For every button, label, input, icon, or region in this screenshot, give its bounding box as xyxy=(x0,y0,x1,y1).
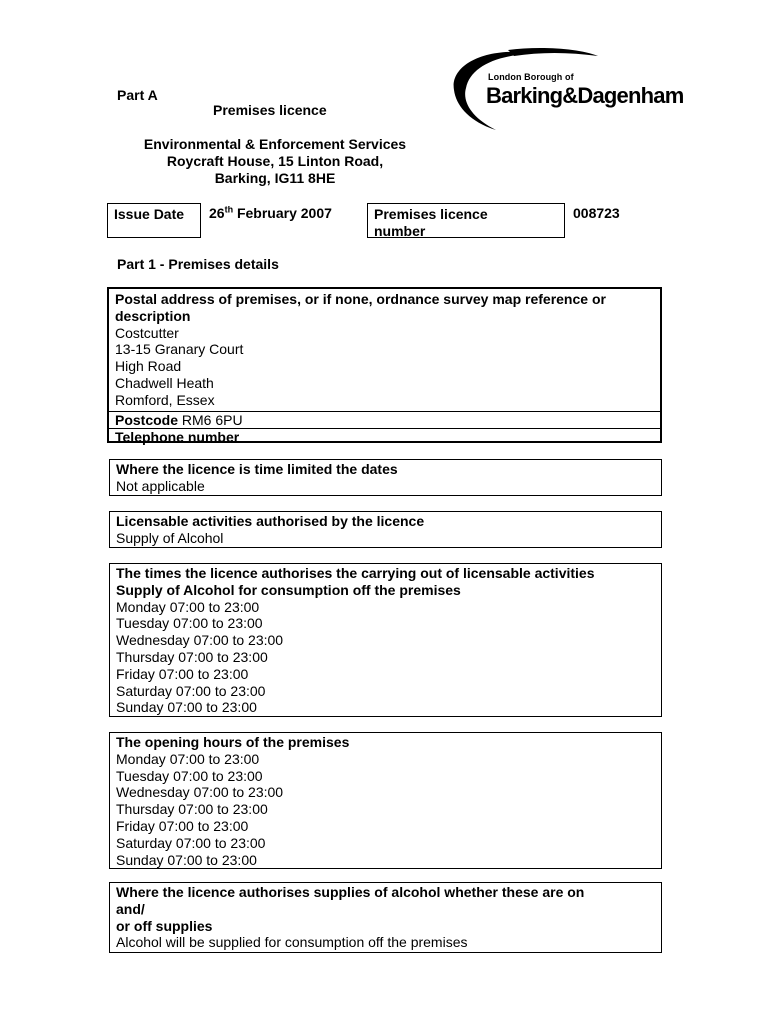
premises-address-line: Chadwell Heath xyxy=(115,374,214,391)
issue-date-rest: February 2007 xyxy=(233,205,332,221)
issue-date-label-text: Issue Date xyxy=(114,206,185,222)
logo-small-text: London Borough of xyxy=(488,72,574,82)
issuer-address xyxy=(100,136,450,186)
opening-row: Friday 07:00 to 23:00 xyxy=(116,817,249,834)
times-row: Wednesday 07:00 to 23:00 xyxy=(116,632,284,649)
premises-address-line: 13-15 Granary Court xyxy=(115,341,244,358)
issue-date-label xyxy=(107,203,201,238)
supplies-heading-line-2: and/ xyxy=(116,900,145,917)
licence-number-text: 008723 xyxy=(573,205,620,221)
supplies-heading-line-3: or off supplies xyxy=(116,917,213,934)
department-name: Environmental & Enforcement Services xyxy=(143,136,407,152)
times-row: Friday 07:00 to 23:00 xyxy=(116,665,249,682)
premises-address-line: High Road xyxy=(115,358,182,375)
licensable-activities-box xyxy=(109,511,662,548)
premises-address-line: Costcutter xyxy=(115,324,179,341)
opening-hours-box xyxy=(109,732,662,869)
times-row: Tuesday 07:00 to 23:00 xyxy=(116,615,263,632)
time-limited-box xyxy=(109,459,662,496)
licence-number-label xyxy=(367,203,565,238)
telephone-label: Telephone number xyxy=(115,429,240,446)
times-row: Thursday 07:00 to 23:00 xyxy=(116,648,268,665)
opening-row: Thursday 07:00 to 23:00 xyxy=(116,801,268,818)
issue-date-suffix: th xyxy=(224,204,234,215)
postcode-row xyxy=(109,411,660,429)
postcode-label: Postcode xyxy=(115,411,179,428)
logo-name-text: Barking&Dagenham xyxy=(486,83,684,108)
activities-heading: Licensable activities authorised by the licence xyxy=(116,513,425,529)
times-row: Saturday 07:00 to 23:00 xyxy=(116,682,266,699)
address-line-2: Barking, IG11 8HE xyxy=(214,169,336,186)
opening-heading: The opening hours of the premises xyxy=(116,734,350,750)
opening-row: Tuesday 07:00 to 23:00 xyxy=(116,767,263,784)
issue-date-day: 26 xyxy=(209,205,225,221)
opening-row: Sunday 07:00 to 23:00 xyxy=(116,851,257,868)
times-row: Sunday 07:00 to 23:00 xyxy=(116,699,257,716)
supplies-heading-line-1: Where the licence authorises supplies of alcohol whether these are on xyxy=(116,884,585,900)
supplies-value: Alcohol will be supplied for consumption off the premises xyxy=(116,934,468,951)
times-heading: The times the licence authorises the carrying out of licensable activities xyxy=(116,565,595,581)
premises-address-box xyxy=(107,287,662,446)
premises-heading-line-1: Postal address of premises, or if none, ordnance survey map reference or xyxy=(115,291,606,307)
activities-value: Supply of Alcohol xyxy=(116,529,224,546)
premises-heading-line-2: description xyxy=(115,307,191,324)
address-line-1: Roycraft House, 15 Linton Road, xyxy=(166,152,384,169)
opening-row: Wednesday 07:00 to 23:00 xyxy=(116,784,284,801)
council-logo xyxy=(448,46,716,134)
times-subheading: Supply of Alcohol for consumption off the premises xyxy=(116,581,461,598)
telephone-row xyxy=(109,428,660,446)
issue-date-value xyxy=(203,203,363,238)
part-label: Part A xyxy=(117,87,158,103)
time-limited-value: Not applicable xyxy=(116,477,205,494)
opening-row: Saturday 07:00 to 23:00 xyxy=(116,834,266,851)
licence-number-label-line-2: number xyxy=(374,222,426,239)
postcode-value: RM6 6PU xyxy=(178,411,243,428)
licence-number-label-line-1: Premises licence xyxy=(374,206,488,222)
premises-address-line: Romford, Essex xyxy=(115,391,215,408)
licensed-times-box xyxy=(109,563,662,717)
licence-number-value xyxy=(567,203,667,238)
alcohol-supplies-box xyxy=(109,882,662,953)
part1-heading: Part 1 - Premises details xyxy=(117,256,279,272)
opening-row: Monday 07:00 to 23:00 xyxy=(116,750,260,767)
times-row: Monday 07:00 to 23:00 xyxy=(116,598,260,615)
time-limited-heading: Where the licence is time limited the dates xyxy=(116,461,398,477)
document-title: Premises licence xyxy=(213,102,327,118)
